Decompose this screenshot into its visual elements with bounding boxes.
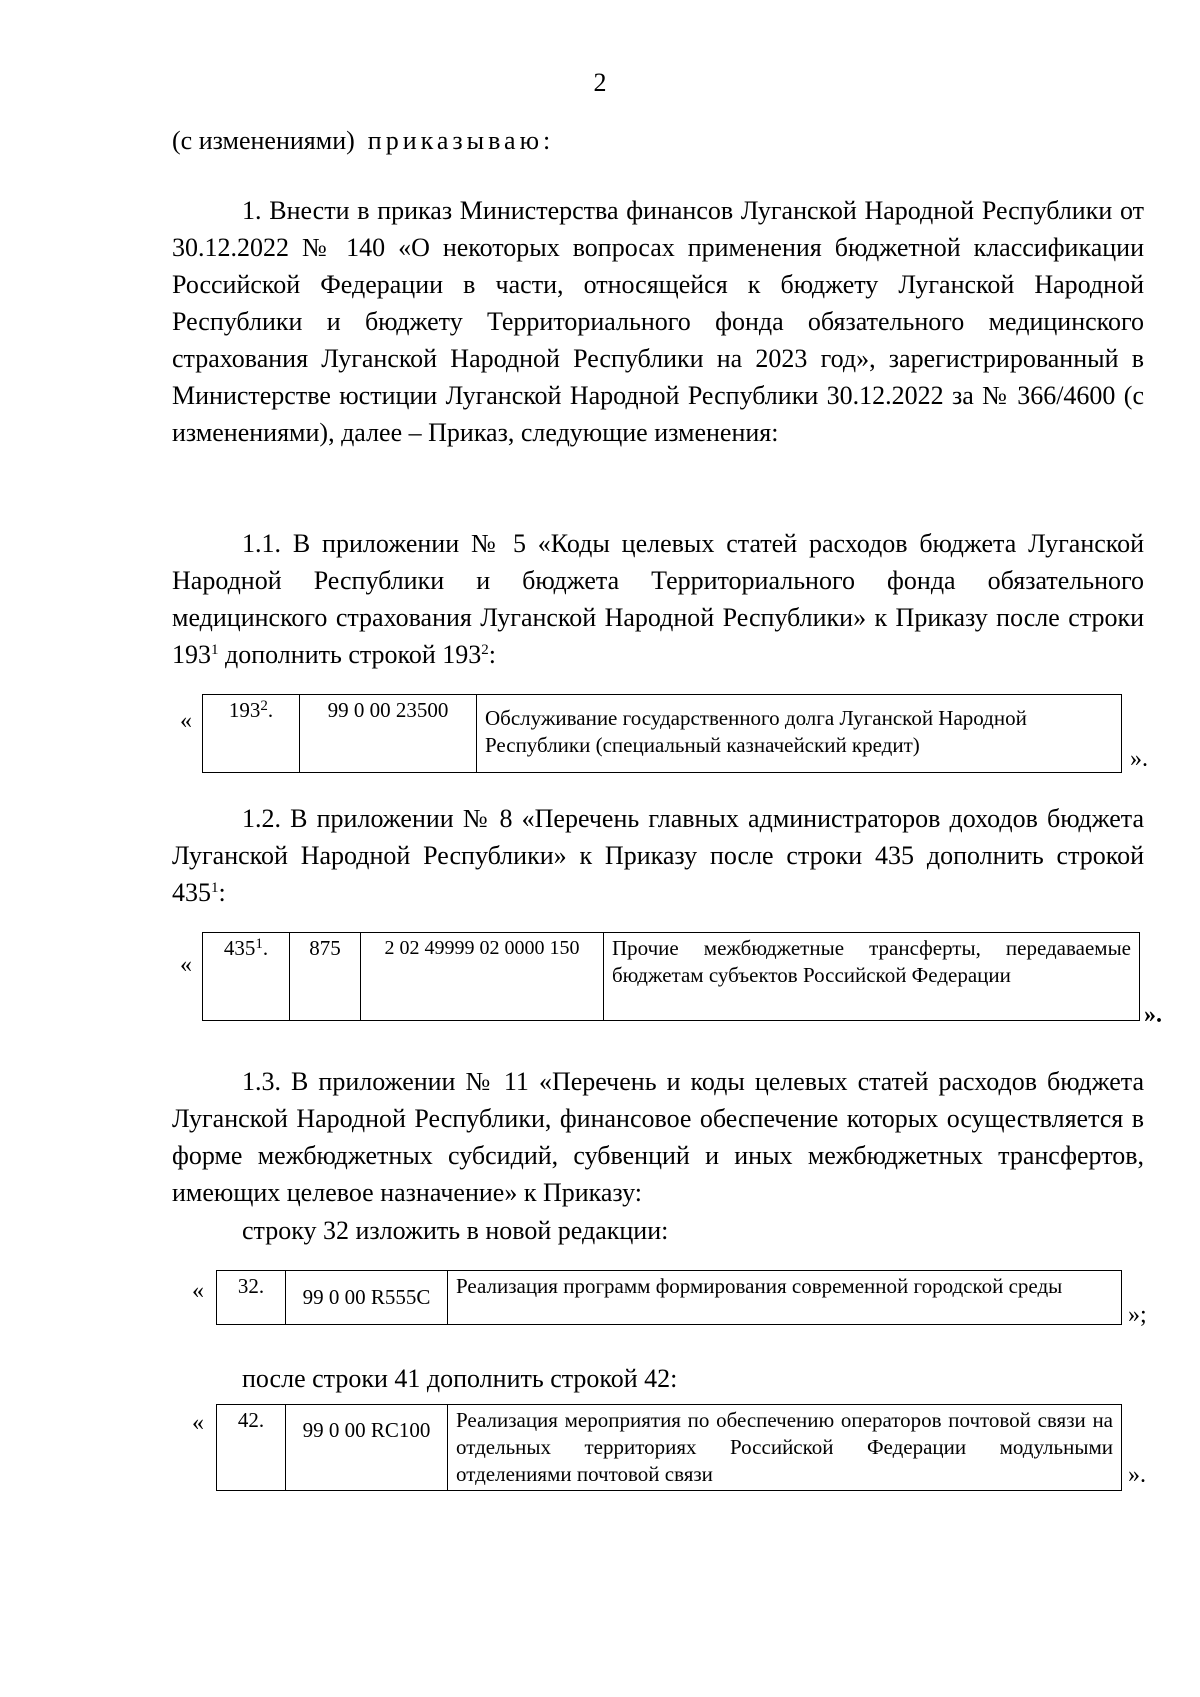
paragraph-1-1 bbox=[172, 525, 1144, 673]
order-word: приказываю: bbox=[367, 126, 555, 155]
admin-code-cell: 875 bbox=[290, 933, 361, 1021]
name-cell: Реализация программ формирования современной городской среды bbox=[448, 1271, 1122, 1325]
open-quote: « bbox=[180, 952, 192, 978]
row-number: $193^2$. bbox=[203, 695, 300, 773]
paragraph-1-1-end: : bbox=[488, 640, 497, 669]
name-cell: Прочие межбюджетные трансферты, передаваемые бюджетам субъектов Российской Федерации bbox=[604, 933, 1140, 1021]
open-quote: « bbox=[192, 1278, 204, 1304]
table-row bbox=[203, 933, 1140, 1021]
paragraph-1-1-text: 1.1. В приложении № 5 «Коды целевых статей расходов бюджета Луганской Народной Республики и бюджета Территориального фонда обязательного медицинского страхования Луганской Народной Республики» к Приказу после строки 193 bbox=[172, 529, 1144, 669]
row-number: 42. bbox=[217, 1405, 286, 1491]
intro-text: (с изменениями) bbox=[172, 126, 355, 155]
superscript: 1 bbox=[211, 880, 219, 896]
table-row bbox=[217, 1271, 1122, 1325]
table-1 bbox=[202, 694, 1122, 773]
paragraph-1-1-mid: дополнить строкой 193 bbox=[218, 640, 482, 669]
superscript: 1 bbox=[211, 642, 219, 658]
name-cell: Обслуживание государственного долга Луганской Народной Республики (специальный казначейский кредит) bbox=[477, 695, 1122, 773]
table-3 bbox=[216, 1270, 1122, 1325]
paragraph-1-2-end: : bbox=[218, 878, 226, 907]
paragraph-1-text: 1. Внести в приказ Министерства финансов Луганской Народной Республики от 30.12.2022 № 140 «О некоторых вопросах применения бюджетной классификации Российской Федерации в части, относящейся к бюджету Луганской Народной Республики и бюджету Территориального фонда обязательного медицинского страхования Луганской Народной Республики на 2023 год», зарегистрированный в Министерстве юстиции Луганской Народной Республики 30.12.2022 за № 366/4600 (с изменениями), далее – Приказ, следующие изменения: bbox=[172, 196, 1144, 447]
close-quote: »; bbox=[1128, 1302, 1147, 1328]
open-quote: « bbox=[180, 708, 192, 734]
close-quote: ». bbox=[1144, 1002, 1162, 1028]
line-row-42: после строки 41 дополнить строкой 42: bbox=[242, 1364, 678, 1393]
code-cell: 99 0 00 23500 bbox=[300, 695, 477, 773]
superscript: 2 bbox=[481, 642, 489, 658]
paragraph-1-3 bbox=[172, 1063, 1144, 1211]
close-quote: ». bbox=[1128, 1462, 1146, 1488]
row-number: 32. bbox=[217, 1271, 286, 1325]
table-4 bbox=[216, 1404, 1122, 1491]
name-cell: Реализация мероприятия по обеспечению операторов почтовой связи на отдельных территориях Российской Федерации модульными отделениями почтовой связи bbox=[448, 1405, 1122, 1491]
open-quote: « bbox=[192, 1410, 204, 1436]
table-row bbox=[203, 695, 1122, 773]
paragraph-1 bbox=[172, 192, 1144, 451]
paragraph-1-2 bbox=[172, 800, 1144, 911]
row-number: $435^1$. bbox=[203, 933, 290, 1021]
table-2 bbox=[202, 932, 1140, 1021]
paragraph-1-3-text: 1.3. В приложении № 11 «Перечень и коды целевых статей расходов бюджета Луганской Народной Республики, финансовое обеспечение которых осуществляется в форме межбюджетных субсидий, субвенций и иных межбюджетных трансфертов, имеющих целевое назначение» к Приказу: bbox=[172, 1067, 1144, 1207]
code-cell: 99 0 00 RC100 bbox=[286, 1405, 448, 1491]
close-quote: ». bbox=[1130, 746, 1148, 772]
paragraph-1-2-text: 1.2. В приложении № 8 «Перечень главных администраторов доходов бюджета Луганской Народной Республики» к Приказу после строки 435 дополнить строкой 435 bbox=[172, 804, 1144, 907]
intro-line bbox=[172, 122, 554, 159]
code-cell: 2 02 49999 02 0000 150 bbox=[361, 933, 604, 1021]
page-number: 2 bbox=[593, 68, 607, 97]
line-row-32: строку 32 изложить в новой редакции: bbox=[242, 1216, 669, 1245]
table-row bbox=[217, 1405, 1122, 1491]
code-cell: 99 0 00 R555C bbox=[286, 1271, 448, 1325]
